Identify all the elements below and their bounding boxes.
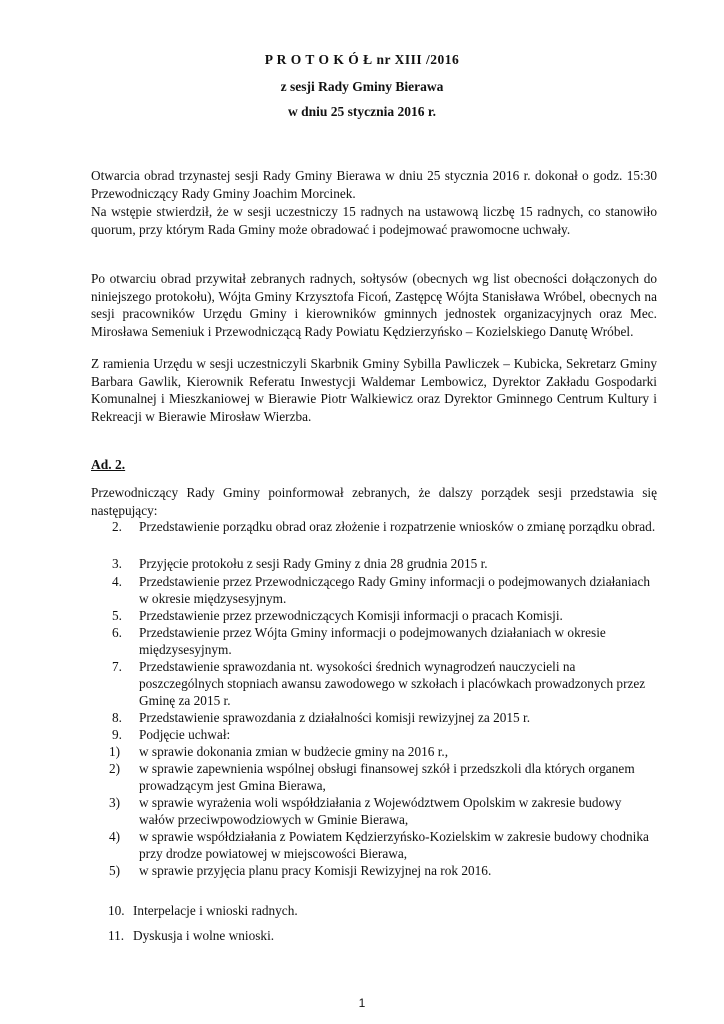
document-date: w dniu 25 stycznia 2016 r. — [287, 104, 437, 119]
list-item-text: w sprawie przyjęcia planu pracy Komisji Rewizyjnej na rok 2016. — [139, 863, 492, 878]
list-item-text: w sprawie zapewnienia wspólnej obsługi finansowej szkół i przedszkoli dla których organem prowadzącym jest Gmina Bierawa, — [139, 761, 635, 793]
list-item-number: 9. — [112, 727, 122, 742]
document-subtitle: z sesji Rady Gminy Bierawa — [280, 79, 444, 94]
list-item-text: Przedstawienie sprawozdania z działalności komisji rewizyjnej za 2015 r. — [139, 710, 531, 725]
list-item-text: Przedstawienie przez Przewodniczącego Rady Gminy informacji o podejmowanych działaniach w okresie międzysesyjnym. — [139, 574, 650, 606]
page-number: 1 — [358, 996, 366, 1010]
paragraph-opening: Otwarcia obrad trzynastej sesji Rady Gminy Bierawa w dniu 25 stycznia 2016 r. dokonał o godz. 15:30 Przewodniczący Rady Gminy Joachim Morcinek. — [91, 168, 657, 201]
list-item-text: w sprawie współdziałania z Powiatem Kędzierzyńsko-Kozielskim w zakresie budowy chodnika przy drodze powiatowej w miejscowości Bierawa, — [139, 829, 649, 861]
list-item-number: 5) — [109, 863, 121, 878]
document-title: P R O T O K Ó Ł nr XIII /2016 — [264, 52, 460, 67]
list-item-number: 2. — [112, 519, 122, 534]
section-heading: Ad. 2. — [91, 457, 126, 472]
list-item-text: Przedstawienie przez Wójta Gminy informacji o podejmowanych działaniach w okresie międzysesyjnym. — [139, 625, 606, 657]
list-item-number: 5. — [112, 608, 122, 623]
list-item-text: w sprawie dokonania zmian w budżecie gminy na 2016 r., — [139, 744, 449, 759]
list-item-number: 7. — [112, 659, 122, 674]
list-item-number: 6. — [112, 625, 122, 640]
list-item-text: Podjęcie uchwał: — [139, 727, 231, 742]
list-item-text: Przedstawienie przez przewodniczących Komisji informacji o pracach Komisji. — [139, 608, 563, 623]
list-item-number: 2) — [109, 761, 121, 776]
list-item-number: 11. — [108, 928, 125, 943]
list-item-text: Przedstawienie porządku obrad oraz złożenie i rozpatrzenie wniosków o zmianę porządku obrad. — [139, 519, 656, 534]
paragraph-welcome: Po otwarciu obrad przywitał zebranych radnych, sołtysów (obecnych wg list obecności dołączonych do niniejszego protokołu), Wójta Gminy Krzysztofa Ficoń, Zastępcę Wójta Stanisława Wróbel, obecnych na sesji pracowników Urzędu Gminy i kierowników gminnych jednostek organizacyjnych oraz Mec. Mirosława Semeniuk i Przewodniczącą Rady Powiatu Kędzierzyńsko – Kozielskiego Danutę Wróbel. — [91, 271, 657, 339]
list-item-text: Interpelacje i wnioski radnych. — [133, 903, 298, 918]
list-item-number: 3. — [112, 556, 122, 571]
list-item-text: w sprawie wyrażenia woli współdziałania z Województwem Opolskim w zakresie budowy wałów przeciwpowodziowych w Gminie Bierawa, — [139, 795, 622, 827]
paragraph-quorum: Na wstępie stwierdził, że w sesji uczestniczy 15 radnych na ustawową liczbę 15 radnych, co stanowiło quorum, przy którym Rada Gminy może obradować i podejmować prawomocne uchwały. — [91, 204, 657, 237]
list-item-text: Przedstawienie sprawozdania nt. wysokości średnich wynagrodzeń nauczycieli na poszczególnych stopniach awansu zawodowego w szkołach i placówkach prowadzonych przez Gminę za 2015 r. — [139, 659, 646, 708]
section-intro: Przewodniczący Rady Gminy poinformował zebranych, że dalszy porządek sesji przedstawia się następujący: — [91, 485, 657, 518]
list-item-number: 4. — [112, 574, 122, 589]
list-item-text: Dyskusja i wolne wnioski. — [133, 928, 275, 943]
paragraph-attendees: Z ramienia Urzędu w sesji uczestniczyli Skarbnik Gminy Sybilla Pawliczek – Kubicka, Sekretarz Gminy Barbara Gawlik, Kierownik Referatu Inwestycji Waldemar Lembowicz, Dyrektor Zakładu Gospodarki Komunalnej i Mieszkaniowej w Bierawie Piotr Walkiewicz oraz Dyrektor Gminnego Centrum Kultury i Rekreacji w Bierawie Mirosław Wierzba. — [91, 356, 657, 424]
list-item-number: 4) — [109, 829, 121, 844]
list-item-number: 1) — [109, 744, 121, 759]
list-item-number: 10. — [108, 903, 125, 918]
list-item-text: Przyjęcie protokołu z sesji Rady Gminy z dnia 28 grudnia 2015 r. — [139, 556, 488, 571]
list-item-number: 8. — [112, 710, 122, 725]
list-item-number: 3) — [109, 795, 121, 810]
